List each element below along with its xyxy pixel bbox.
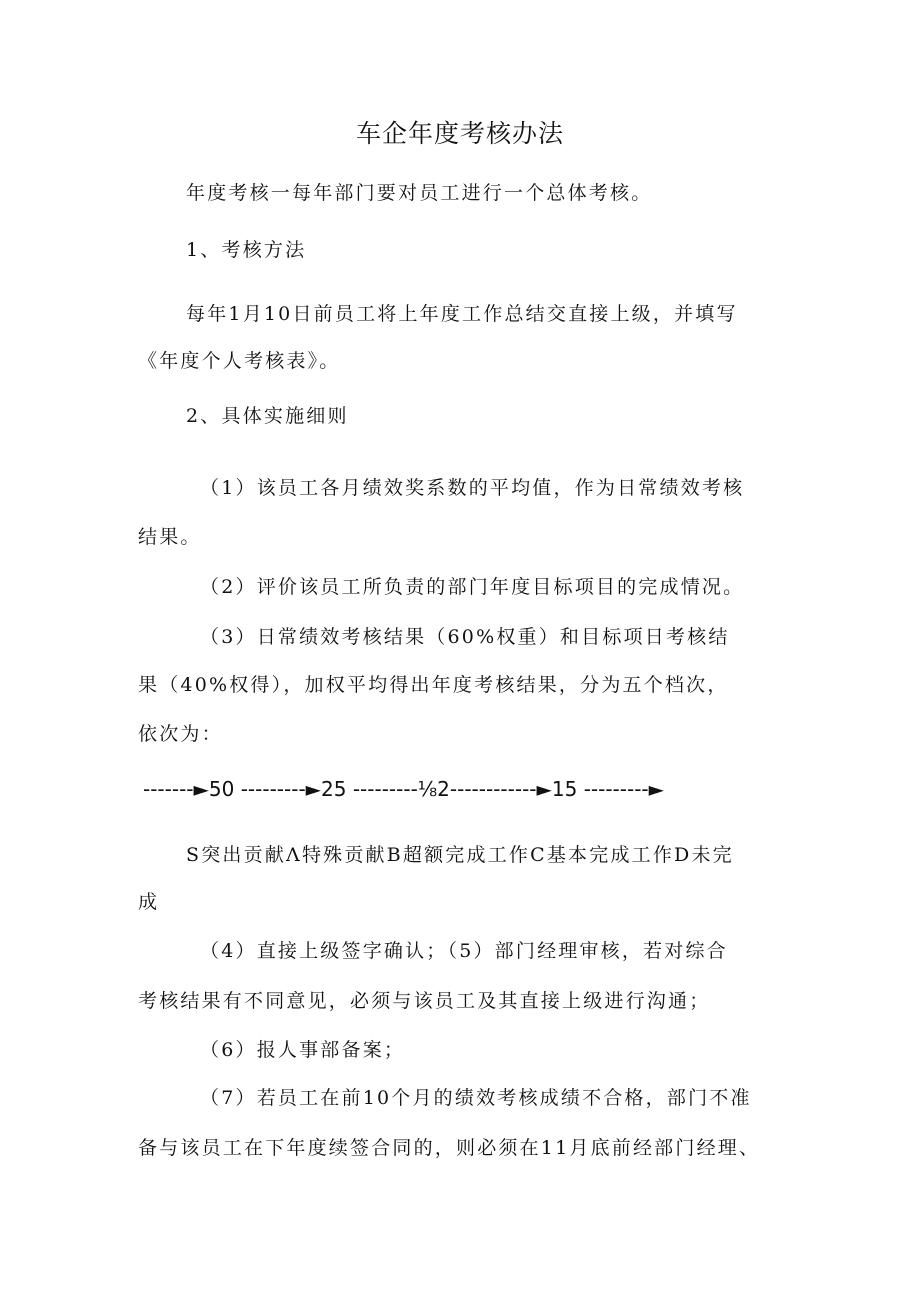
item-6: （6）报人事部备案；	[200, 1039, 406, 1061]
item-7-line-2: 备与该员工在下年度续签合同的，则必须在11月底前经部门经理、	[138, 1137, 761, 1159]
item-1-line-2: 结果。	[138, 526, 202, 548]
paragraph-intro: 年度考核一每年部门要对员工进行一个总体考核。	[186, 182, 653, 204]
document-title: 车企年度考核办法	[355, 119, 564, 148]
item-3-line-1: （3）日常绩效考核结果（60%权重）和目标项日考核结	[200, 626, 730, 648]
grade-levels-line-2: 成	[138, 891, 160, 913]
grade-levels-line-1: S突出贡献Λ特殊贡献B超额完成工作C基本完成工作D未完	[186, 844, 734, 866]
item-7-line-1: （7）若员工在前10个月的绩效考核成绩不合格，部门不准	[200, 1087, 752, 1109]
grade-scale-arrows: -------►50 ---------►25 ---------⅛2------------►15 ---------►	[143, 777, 665, 801]
item-3-line-3: 依次为：	[138, 723, 223, 745]
item-4-5-line-1: （4）直接上级签字确认；（5）部门经理审核，若对综合	[200, 940, 728, 962]
item-4-5-line-2: 考核结果有不同意见，必须与该员工及其直接上级进行沟通；	[138, 990, 711, 1012]
heading-method: 1、考核方法	[186, 239, 307, 261]
paragraph-method-line-1: 每年1月10日前员工将上年度工作总结交直接上级，并填写	[186, 303, 738, 325]
item-2: （2）评价该员工所负责的部门年度目标项目的完成情况。	[200, 576, 745, 598]
paragraph-method-line-2: 《年度个人考核表》。	[138, 350, 341, 372]
heading-details: 2、具体实施细则	[186, 405, 349, 427]
item-1-line-1: （1）该员工各月绩效奖系数的平均值，作为日常绩效考核	[200, 477, 745, 499]
item-3-line-2: 果（40%权得），加权平均得出年度考核结果，分为五个档次，	[138, 674, 729, 696]
